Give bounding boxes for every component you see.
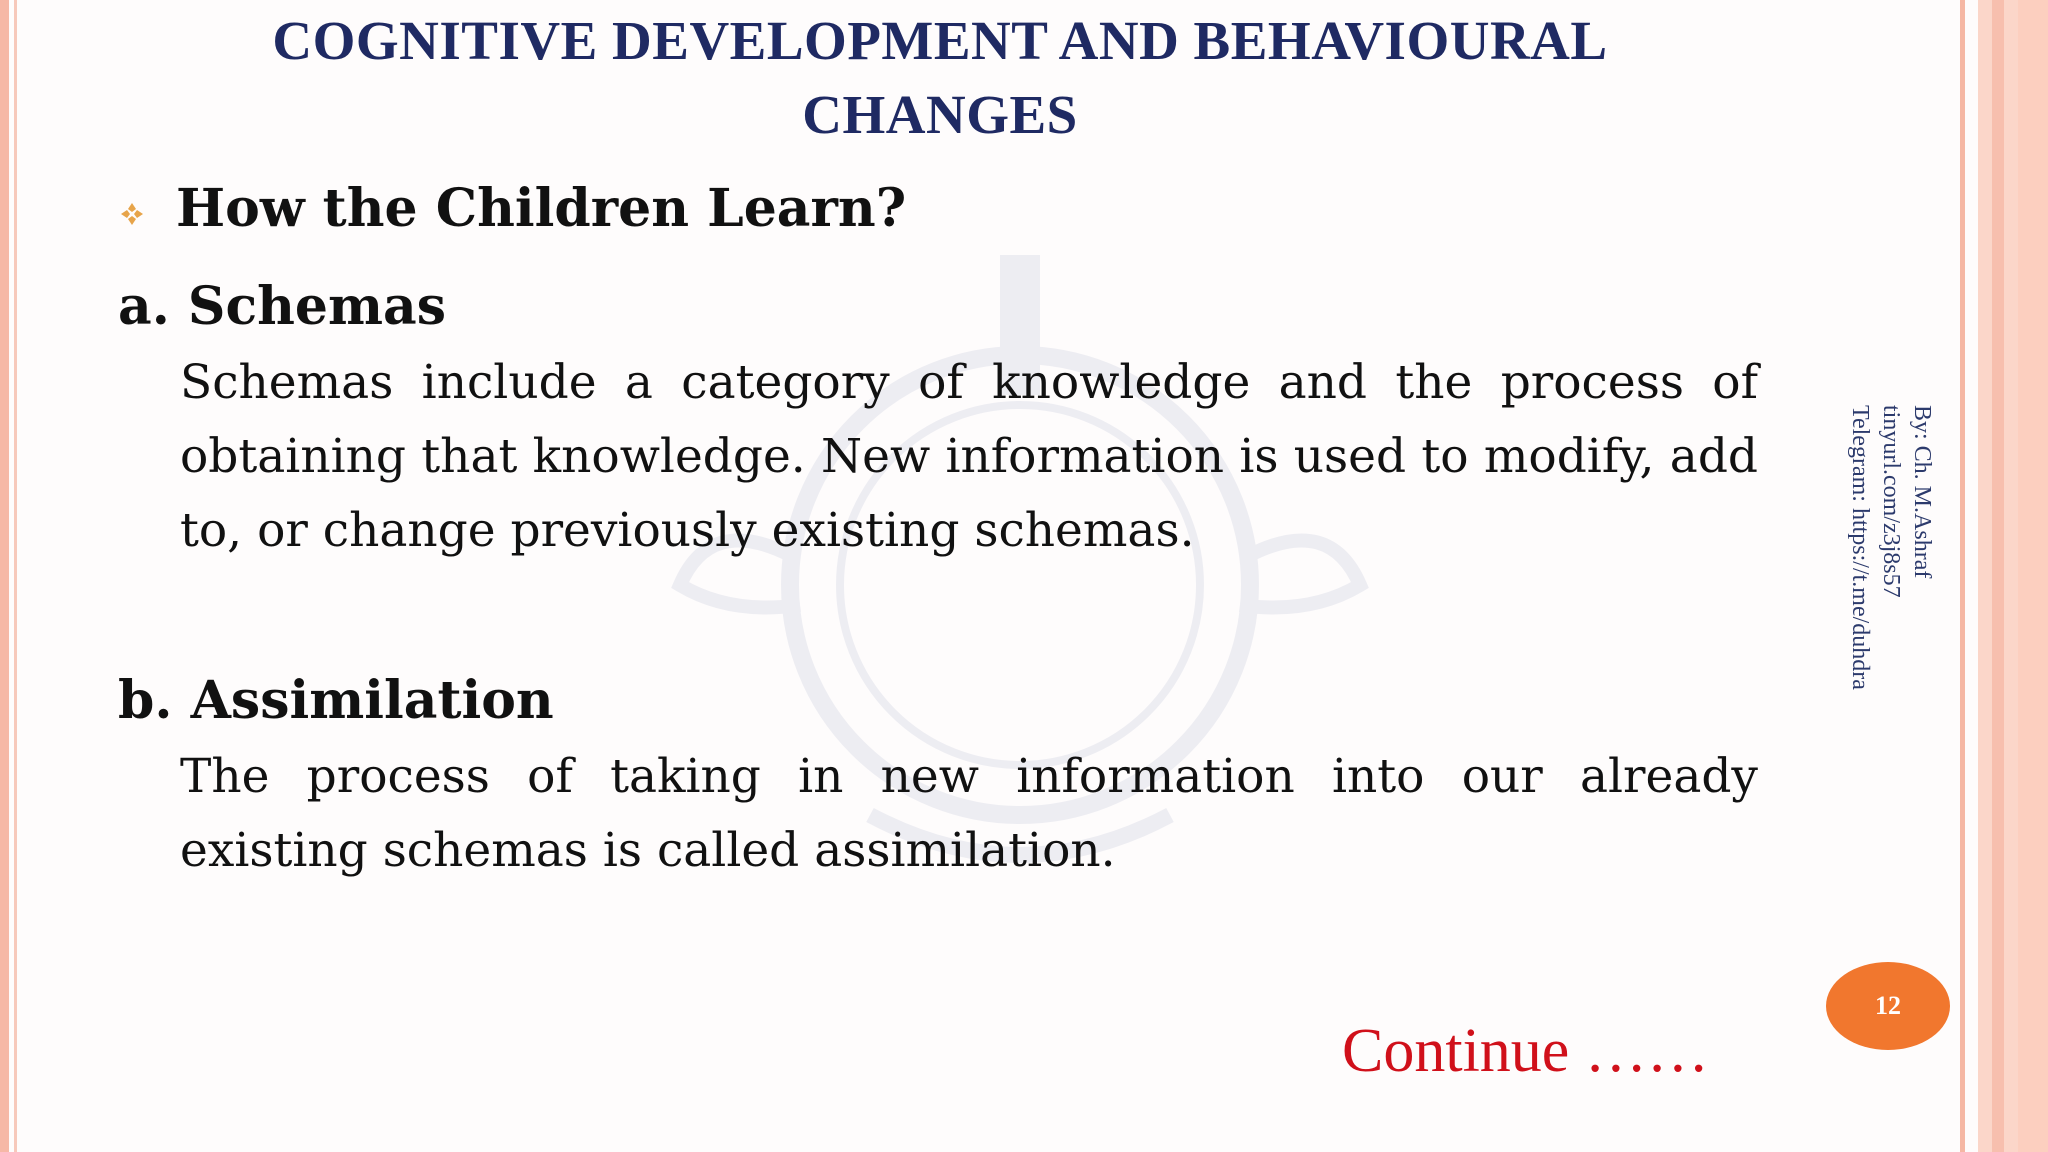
left-border-line [14, 0, 17, 1152]
slide-title [140, 4, 1740, 152]
credit-url: tinyurl.com/z3j8s57 [1878, 405, 1904, 598]
page-number-badge [1826, 962, 1950, 1050]
diamond-bullet-icon [118, 200, 146, 228]
paragraph-schemas: Schemas include a category of knowledge and the process of obtaining that knowledge. New information is used to modify, add to, or change previously existing schemas. [180, 355, 1758, 558]
paragraph-assimilation: The process of taking in new information into our already existing schemas is called assimilation. [180, 749, 1758, 878]
title-line-1: COGNITIVE DEVELOPMENT AND BEHAVIOURAL [272, 10, 1608, 71]
credit-author: By: Ch. M.Ashraf [1909, 405, 1935, 579]
left-border [0, 0, 9, 1152]
heading-schemas: a. Schemas [118, 276, 446, 337]
continue-link[interactable]: Continue …… [1342, 1017, 1709, 1085]
right-border-stripe [1992, 0, 2004, 1152]
right-border-edge [2018, 0, 2048, 1152]
bullet-item [118, 178, 906, 239]
bullet-text: How the Children Learn? [176, 178, 907, 239]
title-line-2: CHANGES [802, 84, 1078, 145]
page-number: 12 [1875, 991, 1901, 1020]
heading-assimilation: b. Assimilation [118, 670, 554, 731]
right-border-line [1960, 0, 1965, 1152]
side-credit [1807, 405, 1937, 805]
credit-telegram: Telegram: https://t.me/duhdra [1847, 405, 1873, 690]
